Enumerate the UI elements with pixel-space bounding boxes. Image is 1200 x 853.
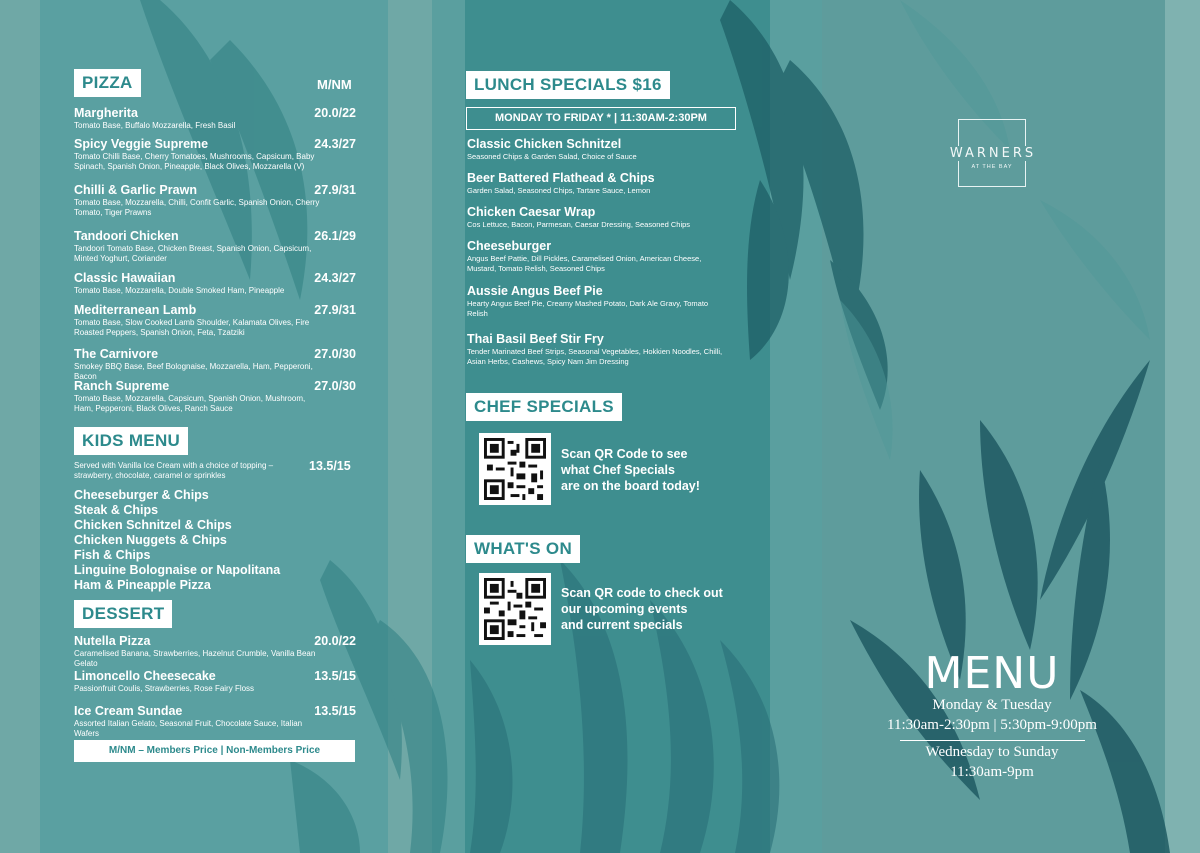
hours-days-2: Wednesday to Sunday	[925, 744, 1059, 760]
hours-divider	[900, 740, 1085, 741]
pizza-item	[74, 106, 356, 131]
brand-logo-subtitle: AT THE BAY	[971, 164, 1013, 170]
item-name: Ranch Supreme	[74, 379, 170, 393]
lunch-item	[467, 284, 727, 319]
item-description: Tomato Base, Buffalo Mozzarella, Fresh Basil	[74, 121, 236, 130]
item-description: Tandoori Tomato Base, Chicken Breast, Spanish Onion, Capsicum, Minted Yoghurt, Coriander	[74, 244, 312, 263]
dessert-heading: DESSERT	[74, 600, 172, 628]
item-description: Passionfruit Coulis, Strawberries, Rose Fairy Floss	[74, 684, 255, 693]
item-description: Caramelised Banana, Strawberries, Hazelnut Crumble, Vanilla Bean Gelato	[74, 649, 316, 668]
item-description: Tomato Base, Mozzarella, Chilli, Confit Garlic, Spanish Onion, Cherry Tomato, Tiger Prawns	[74, 198, 320, 217]
item-name: Margherita	[74, 106, 138, 120]
item-name: Tandoori Chicken	[74, 229, 179, 243]
chef-specials-qr-code[interactable]	[479, 433, 551, 505]
item-name: Limoncello Cheesecake	[74, 669, 216, 683]
lunch-item	[467, 137, 727, 162]
item-name: Thai Basil Beef Stir Fry	[467, 332, 604, 346]
item-price: 20.0/22	[314, 634, 356, 648]
pizza-item	[74, 137, 356, 172]
pizza-item	[74, 379, 356, 414]
item-name: Classic Chicken Schnitzel	[467, 137, 622, 151]
list-item: Fish & Chips	[74, 548, 151, 562]
qr-code-icon	[484, 578, 546, 640]
item-description: Smokey BBQ Base, Beef Bolognaise, Mozzarella, Ham, Pepperoni, Bacon	[74, 362, 313, 381]
item-description: Assorted Italian Gelato, Seasonal Fruit, Chocolate Sauce, Italian Wafers	[74, 719, 303, 738]
whats-on-qr-code[interactable]	[479, 573, 551, 645]
lunch-specials-heading: LUNCH SPECIALS $16	[466, 71, 670, 99]
whats-on-heading: WHAT'S ON	[466, 535, 580, 563]
list-item: Steak & Chips	[74, 503, 159, 517]
text-line: what Chef Specials	[561, 463, 675, 477]
item-price: 27.9/31	[314, 303, 356, 317]
brand-logo-name: WARNERS	[938, 146, 1048, 161]
item-price: 20.0/22	[314, 106, 356, 120]
item-name: The Carnivore	[74, 347, 159, 361]
price-footnote: M/NM – Members Price | Non-Members Price	[74, 740, 355, 762]
item-description: Tomato Base, Mozzarella, Capsicum, Spanish Onion, Mushroom, Ham, Pepperoni, Black Olives, Ranch Sauce	[74, 394, 306, 413]
kids-menu-heading: KIDS MENU	[74, 427, 188, 455]
pizza-item	[74, 347, 356, 382]
hours-days-1: Monday & Tuesday	[932, 697, 1052, 713]
dessert-item	[74, 704, 356, 739]
lunch-item	[467, 171, 727, 196]
item-description: Tomato Base, Mozzarella, Double Smoked Ham, Pineapple	[74, 286, 285, 295]
lunch-item	[467, 239, 727, 274]
item-price: 24.3/27	[314, 271, 356, 285]
item-description: Tomato Chilli Base, Cherry Tomatoes, Mushrooms, Capsicum, Baby Spinach, Spanish Onion, Pineapple, Black Olives, Mozzarella (V)	[74, 152, 315, 171]
price-column-heading: M/NM	[317, 77, 352, 92]
item-description: Hearty Angus Beef Pie, Creamy Mashed Potato, Dark Ale Gravy, Tomato Relish	[467, 299, 709, 318]
pizza-item	[74, 303, 356, 338]
dessert-item	[74, 669, 356, 694]
text-line: are on the board today!	[561, 479, 700, 493]
pizza-item	[74, 229, 356, 264]
list-item: Chicken Nuggets & Chips	[74, 533, 227, 547]
item-price: 26.1/29	[314, 229, 356, 243]
item-price: 24.3/27	[314, 137, 356, 151]
text-line: Scan QR Code to see	[561, 447, 688, 461]
item-name: Mediterranean Lamb	[74, 303, 197, 317]
dessert-item	[74, 634, 356, 669]
whats-on-text	[561, 585, 723, 633]
item-name: Nutella Pizza	[74, 634, 151, 648]
hours-times-2: 11:30am-9pm	[950, 764, 1034, 780]
chef-specials-text	[561, 446, 700, 494]
item-description: Tomato Base, Slow Cooked Lamb Shoulder, Kalamata Olives, Fire Roasted Peppers, Spanish Onion, Feta, Tzatziki	[74, 318, 310, 337]
kids-menu-list	[74, 488, 280, 593]
kids-menu-price: 13.5/15	[309, 459, 351, 473]
text-line: Scan QR code to check out	[561, 586, 723, 600]
lunch-hours-box: MONDAY TO FRIDAY * | 11:30AM-2:30PM	[466, 107, 736, 130]
item-name: Ice Cream Sundae	[74, 704, 183, 718]
qr-code-icon	[484, 438, 546, 500]
item-price: 13.5/15	[314, 669, 356, 683]
item-price: 27.9/31	[314, 183, 356, 197]
item-name: Beer Battered Flathead & Chips	[467, 171, 655, 185]
pizza-item	[74, 183, 356, 218]
list-item: Ham & Pineapple Pizza	[74, 578, 211, 592]
item-description: Angus Beef Pattie, Dill Pickles, Caramelised Onion, American Cheese, Mustard, Tomato Relish, Seasoned Chips	[467, 254, 702, 273]
text-line: our upcoming events	[561, 602, 688, 616]
hours-times-1: 11:30am-2:30pm | 5:30pm-9:00pm	[887, 717, 1097, 733]
item-name: Spicy Veggie Supreme	[74, 137, 209, 151]
item-description: Seasoned Chips & Garden Salad, Choice of Sauce	[467, 152, 637, 161]
item-name: Aussie Angus Beef Pie	[467, 284, 603, 298]
pizza-heading: PIZZA	[74, 69, 141, 97]
item-description: Garden Salad, Seasoned Chips, Tartare Sauce, Lemon	[467, 186, 651, 195]
item-price: 27.0/30	[314, 347, 356, 361]
item-name: Cheeseburger	[467, 239, 552, 253]
list-item: Chicken Schnitzel & Chips	[74, 518, 232, 532]
list-item: Cheeseburger & Chips	[74, 488, 209, 502]
item-name: Classic Hawaiian	[74, 271, 176, 285]
cover-title: MENU	[924, 648, 1060, 699]
text-line: and current specials	[561, 618, 683, 632]
item-price: 27.0/30	[314, 379, 356, 393]
item-name: Chilli & Garlic Prawn	[74, 183, 197, 197]
lunch-item	[467, 205, 727, 230]
lunch-item	[467, 332, 727, 367]
pizza-item	[74, 271, 356, 296]
item-price: 13.5/15	[314, 704, 356, 718]
item-name: Chicken Caesar Wrap	[467, 205, 596, 219]
list-item: Linguine Bolognaise or Napolitana	[74, 563, 281, 577]
item-description: Tender Marinated Beef Strips, Seasonal Vegetables, Hokkien Noodles, Chilli, Asian Herbs, Cashews, Spicy Nam Jim Dressing	[467, 347, 723, 366]
kids-menu-note: Served with Vanilla Ice Cream with a choice of topping – strawberry, chocolate, caramel or sprinkles	[74, 461, 274, 480]
chef-specials-heading: CHEF SPECIALS	[466, 393, 622, 421]
item-description: Cos Lettuce, Bacon, Parmesan, Caesar Dressing, Seasoned Chips	[467, 220, 691, 229]
